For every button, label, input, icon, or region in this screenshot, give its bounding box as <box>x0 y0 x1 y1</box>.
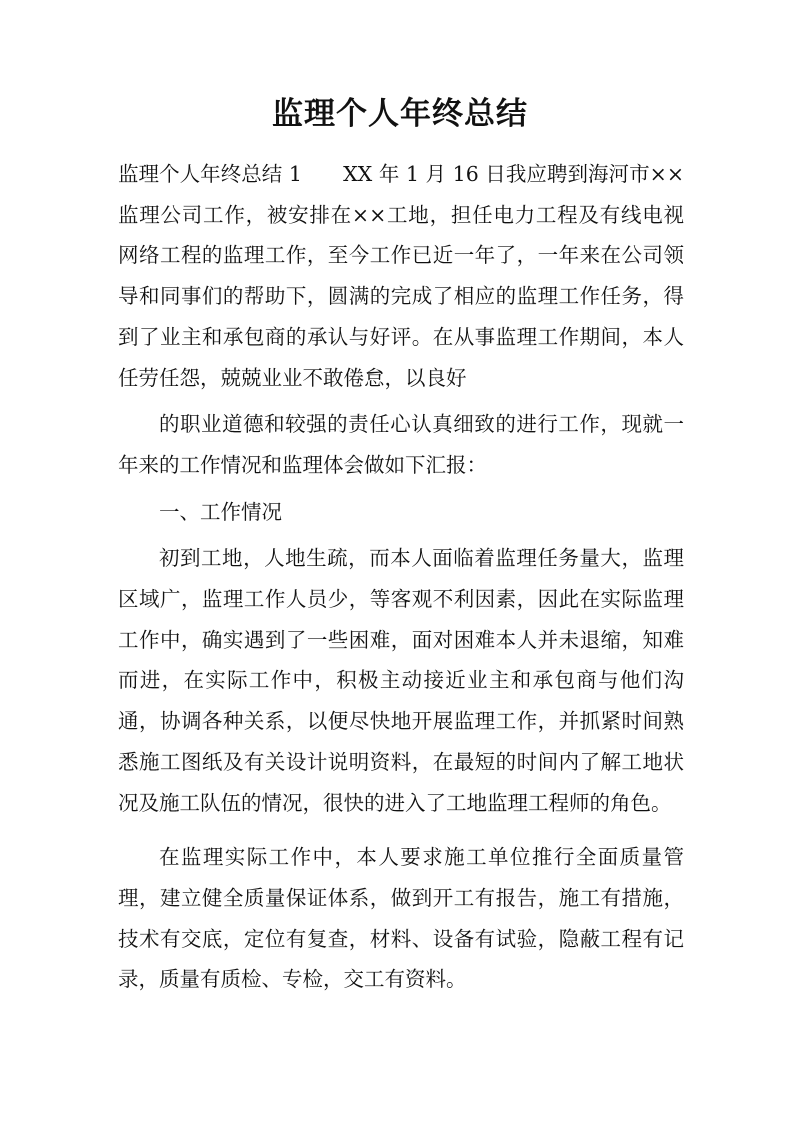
section-heading-work-situation: 一、工作情况 <box>159 499 282 524</box>
document-title: 监理个人年终总结 <box>272 96 528 132</box>
paragraph-quality-management: 在监理实际工作中，本人要求施工单位推行全面质量管理，建立健全质量保证体系，做到开工有报告，施工有措施，技术有交底，定位有复查，材料、设备有试验，隐蔽工程有记录，质量有质检、专检，交工有资料。 <box>118 845 684 992</box>
paragraph-continuation: 的职业道德和较强的责任心认真细致的进行工作，现就一年来的工作情况和监理体会做如下汇报： <box>118 412 684 477</box>
paragraph-intro: 监理个人年终总结 1 XX 年 1 月 16 日我应聘到海河市××监理公司工作，被安排在××工地，担任电力工程及有线电视网络工程的监理工作，至今工作已近一年了，一年来在公司领导和同事们的帮助下，圆满的完成了相应的监理工作任务，得到了业主和承包商的承认与好评。在从事监理工作期间，本人任劳任怨，兢兢业业不敢倦怠，以良好 <box>118 162 684 390</box>
document-body <box>118 154 684 1000</box>
paragraph-initial-work: 初到工地，人地生疏，而本人面临着监理任务量大，监理区域广，监理工作人员少，等客观不利因素，因此在实际监理工作中，确实遇到了一些困难，面对困难本人并未退缩，知难而进，在实际工作中，积极主动接近业主和承包商与他们沟通，协调各种关系，以便尽快地开展监理工作，并抓紧时间熟悉施工图纸及有关设计说明资料，在最短的时间内了解工地状况及施工队伍的情况，很快的进入了工地监理工程师的角色。 <box>118 546 684 815</box>
